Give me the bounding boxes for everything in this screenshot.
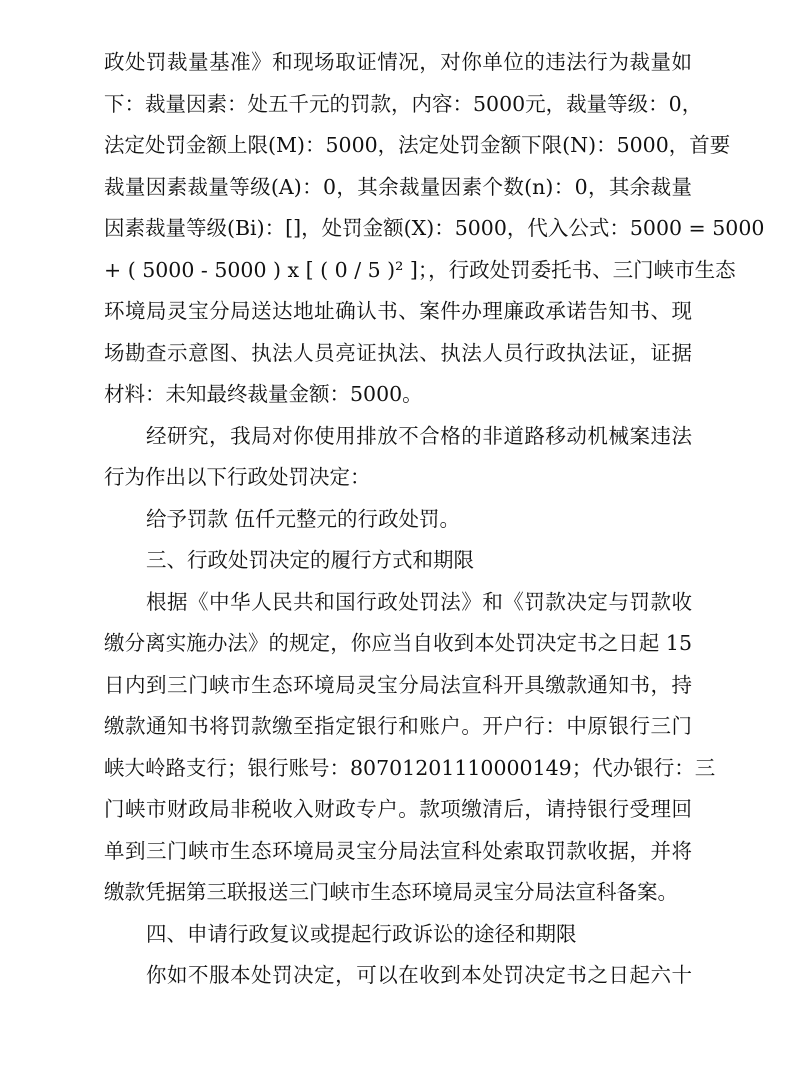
- text-line: 单到三门峡市生态环境局灵宝分局法宣科处索取罚款收据，并将: [104, 838, 692, 863]
- text-line: 门峡市财政局非税收入财政专户。款项缴清后，请持银行受理回: [104, 797, 692, 821]
- text-line: 日内到三门峡市生态环境局灵宝分局法宣科开具缴款通知书，持: [104, 672, 692, 697]
- section-heading: 四、申请行政复议或提起行政诉讼的途径和期限: [146, 921, 577, 946]
- text-line: 因素裁量等级(Bi)：[]，处罚金额(X)：5000，代入公式：5000 = 5000: [104, 216, 765, 240]
- text-line: 你如不服本处罚决定，可以在收到本处罚决定书之日起六十: [146, 963, 692, 987]
- text-line: 给予罚款 伍仟元整元的行政处罚。: [146, 506, 461, 531]
- text-line: 裁量因素裁量等级(A)：0，其余裁量因素个数(n)：0，其余裁量: [104, 174, 692, 199]
- section-heading: 三、行政处罚决定的履行方式和期限: [146, 548, 474, 572]
- text-line: 下：裁量因素：处五千元的罚款，内容：5000元，裁量等级：0，: [104, 91, 703, 116]
- text-line: 缴款凭据第三联报送三门峡市生态环境局灵宝分局法宣科备案。: [104, 880, 678, 904]
- text-line: 政处罚裁量基准》和现场取证情况，对你单位的违法行为裁量如: [104, 50, 692, 74]
- text-line: + ( 5000 - 5000 ) x [ ( 0 / 5 )² ]；，行政处罚委托书、三门峡市生态: [104, 257, 736, 282]
- text-line: 峡大岭路支行；银行账号：80701201110000149；代办银行：三: [104, 755, 716, 780]
- text-line: 缴分离实施办法》的规定，你应当自收到本处罚决定书之日起 15: [104, 631, 692, 655]
- text-line: 材料：未知最终裁量金额：5000。: [104, 382, 423, 406]
- text-line: 行为作出以下行政处罚决定：: [104, 465, 371, 489]
- text-line: 根据《中华人民共和国行政处罚法》和《罚款决定与罚款收: [146, 589, 692, 614]
- text-line: 环境局灵宝分局送达地址确认书、案件办理廉政承诺告知书、现: [104, 299, 692, 323]
- text-line: 法定处罚金额上限(M)：5000，法定处罚金额下限(N)：5000，首要: [104, 133, 731, 157]
- text-line: 场勘查示意图、执法人员亮证执法、执法人员行政执法证，证据: [104, 340, 692, 365]
- text-line: 缴款通知书将罚款缴至指定银行和账户。开户行：中原银行三门: [104, 714, 692, 738]
- document-body: [104, 42, 765, 997]
- text-line: 经研究，我局对你使用排放不合格的非道路移动机械案违法: [146, 423, 692, 448]
